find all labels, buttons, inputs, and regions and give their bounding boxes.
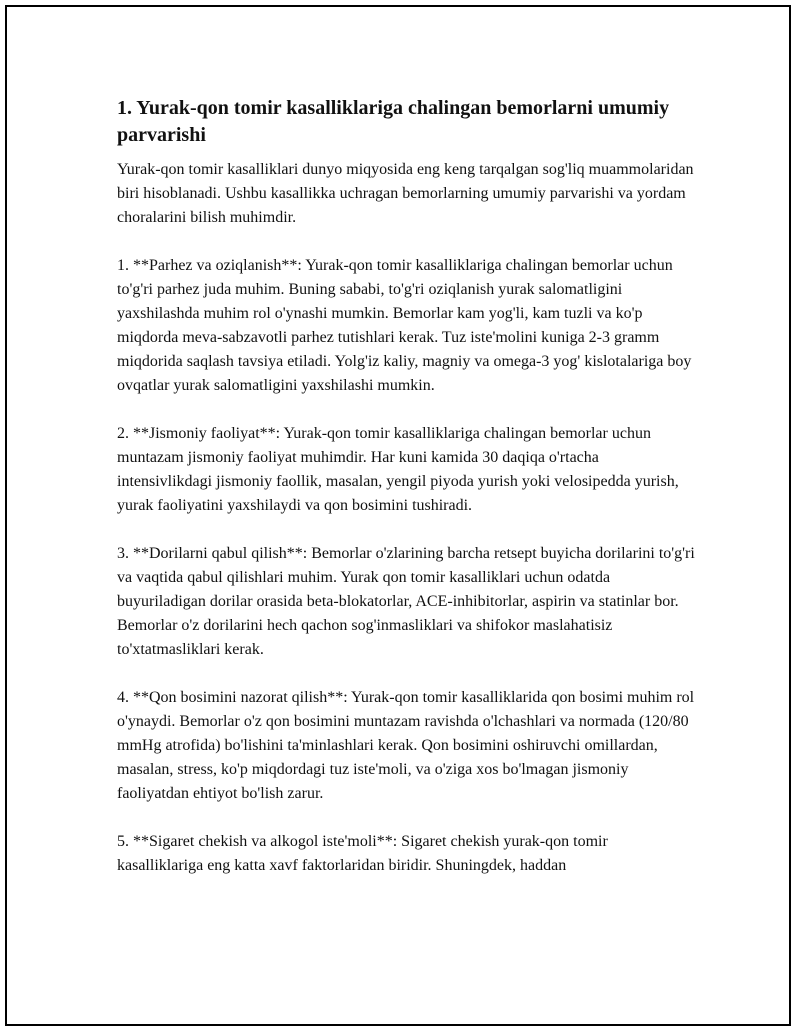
document-body [117,95,697,902]
paragraph-medication: 3. **Dorilarni qabul qilish**: Bemorlar o'zlarining barcha retsept buyicha dorilarini to'g'ri va vaqtida qabul qilishlari muhim. Yurak qon tomir kasalliklari uchun odatda buyuriladigan dorilar orasida beta-blokatorlar, ACE-inhibitorlar, aspirin va statinlar bor. Bemorlar o'z dorilarini hech qachon sog'inmasliklari va shifokor maslahatisiz to'xtatmasliklari kerak. [117,545,695,658]
paragraph-diet: 1. **Parhez va oziqlanish**: Yurak-qon tomir kasalliklariga chalingan bemorlar uchun to'g'ri parhez juda muhim. Buning sababi, to'g'ri oziqlanish yurak salomatligini yaxshilashda muhim rol o'ynashi mumkin. Bemorlar kam yog'li, kam tuzli va ko'p miqdorda meva-sabzavotli parhez tutishlari kerak. Tuz iste'molini kuniga 2-3 gramm miqdorida saqlash tavsiya etiladi. Yolg'iz kaliy, magniy va omega-3 yog' kislotalariga boy ovqatlar yurak salomatligini yaxshilashi mumkin. [117,257,692,394]
paragraph-smoking-alcohol: 5. **Sigaret chekish va alkogol iste'moli**: Sigaret chekish yurak-qon tomir kasalliklariga eng katta xavf faktorlaridan biridir. Shuningdek, haddan [117,833,608,874]
paragraph-physical-activity: 2. **Jismoniy faoliyat**: Yurak-qon tomir kasalliklariga chalingan bemorlar uchun muntazam jismoniy faoliyat muhimdir. Har kuni kamida 30 daqiqa o'rtacha intensivlikdagi jismoniy faollik, masalan, yengil piyoda yurish yoki velosipedda yurish, yurak faoliyatini yaxshilaydi va qon bosimini tushiradi. [117,425,679,514]
section-title: 1. Yurak-qon tomir kasalliklariga chalingan bemorlarni umumiy parvarishi [117,97,670,146]
intro-paragraph: Yurak-qon tomir kasalliklari dunyo miqyosida eng keng tarqalgan sog'liq muammolaridan biri hisoblanadi. Ushbu kasallikka uchragan bemorlarning umumiy parvarishi va yordam choralarini bilish muhimdir. [117,161,694,226]
paragraph-blood-pressure: 4. **Qon bosimini nazorat qilish**: Yurak-qon tomir kasalliklarida qon bosimi muhim rol o'ynaydi. Bemorlar o'z qon bosimini muntazam ravishda o'lchashlari va normada (120/80 mmHg atrofida) bo'lishini ta'minlashlari kerak. Qon bosimini oshiruvchi omillardan, masalan, stress, ko'p miqdordagi tuz iste'moli, va o'ziga xos bo'lmagan jismoniy faoliyatdan ehtiyot bo'lish zarur. [117,689,695,802]
